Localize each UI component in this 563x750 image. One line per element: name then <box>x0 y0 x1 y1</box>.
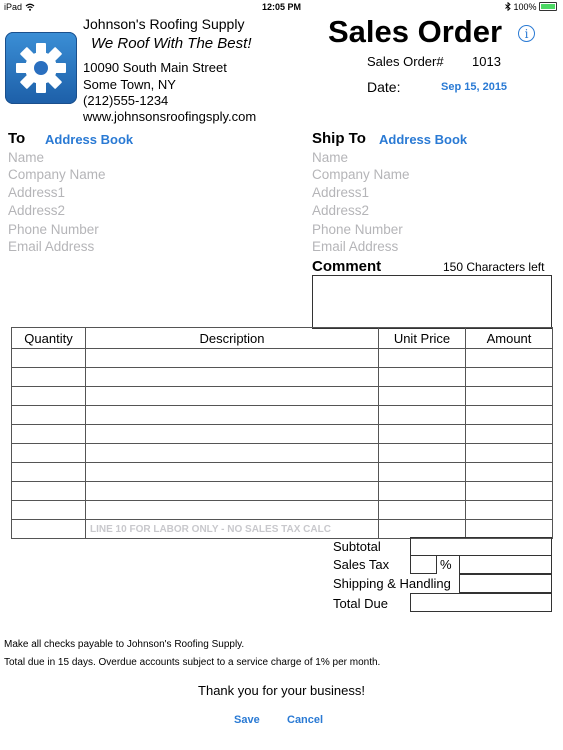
to-address-book-button[interactable]: Address Book <box>45 132 134 147</box>
comment-textarea[interactable] <box>312 275 552 329</box>
shipping-label: Shipping & Handling <box>333 576 451 591</box>
ship-to-phone-field[interactable]: Phone Number <box>312 222 403 237</box>
to-name-field[interactable]: Name <box>8 150 45 165</box>
company-city: Some Town, NY <box>83 77 176 92</box>
company-tagline: We Roof With The Best! <box>91 35 252 52</box>
unit-price-cell[interactable] <box>379 368 466 387</box>
unit-price-header: Unit Price <box>379 328 466 349</box>
table-row <box>12 368 553 387</box>
status-time: 12:05 PM <box>261 2 302 12</box>
sales-tax-label: Sales Tax <box>333 557 390 572</box>
company-phone: (212)555-1234 <box>83 93 169 108</box>
amount-header: Amount <box>466 328 553 349</box>
battery-percent: 100% <box>513 2 537 12</box>
ship-to-address-book-button[interactable]: Address Book <box>379 132 468 147</box>
table-row <box>12 501 553 520</box>
cancel-button[interactable]: Cancel <box>287 714 324 726</box>
ship-to-address2-field[interactable]: Address2 <box>312 203 370 218</box>
unit-price-cell[interactable] <box>379 349 466 368</box>
total-due-label: Total Due <box>333 596 388 611</box>
table-row <box>12 463 553 482</box>
description-cell[interactable] <box>86 444 379 463</box>
description-cell[interactable] <box>86 406 379 425</box>
quantity-cell[interactable] <box>12 520 86 539</box>
description-cell[interactable] <box>86 387 379 406</box>
quantity-cell[interactable] <box>12 444 86 463</box>
quantity-header: Quantity <box>12 328 86 349</box>
ship-to-label: Ship To <box>312 130 366 147</box>
line-items-table <box>11 327 553 539</box>
amount-cell <box>466 501 553 520</box>
company-website: www.johnsonsroofingsply.com <box>83 109 257 124</box>
save-button[interactable]: Save <box>234 714 260 726</box>
quantity-cell[interactable] <box>12 406 86 425</box>
date-picker[interactable]: Sep 15, 2015 <box>441 81 508 93</box>
date-label: Date: <box>367 79 401 95</box>
gear-icon <box>5 32 77 104</box>
ship-to-company-field[interactable]: Company Name <box>312 167 410 182</box>
percent-sign: % <box>440 557 452 572</box>
unit-price-cell[interactable] <box>379 425 466 444</box>
page-title: Sales Order <box>328 14 503 49</box>
ship-to-email-field[interactable]: Email Address <box>312 239 399 254</box>
characters-left-count: 150 <box>443 260 464 274</box>
table-row <box>12 425 553 444</box>
description-cell[interactable] <box>86 368 379 387</box>
amount-cell <box>466 368 553 387</box>
company-name: Johnson's Roofing Supply <box>83 16 245 32</box>
unit-price-cell[interactable] <box>379 444 466 463</box>
table-row <box>12 387 553 406</box>
unit-price-cell[interactable] <box>379 482 466 501</box>
unit-price-cell[interactable] <box>379 520 466 539</box>
to-label: To <box>8 130 26 147</box>
characters-left-label: Characters left <box>466 260 545 274</box>
unit-price-cell[interactable] <box>379 406 466 425</box>
description-header: Description <box>86 328 379 349</box>
quantity-cell[interactable] <box>12 425 86 444</box>
sales-tax-amount-field <box>459 555 552 574</box>
description-cell[interactable] <box>86 501 379 520</box>
amount-cell <box>466 349 553 368</box>
to-company-field[interactable]: Company Name <box>8 167 106 182</box>
payment-note: Make all checks payable to Johnson's Roofing Supply. <box>4 639 245 650</box>
ship-to-address1-field[interactable]: Address1 <box>312 185 370 200</box>
description-cell[interactable] <box>86 482 379 501</box>
sales-order-number[interactable]: 1013 <box>472 54 501 69</box>
device-label: iPad <box>4 2 23 12</box>
quantity-cell[interactable] <box>12 482 86 501</box>
thank-you-note: Thank you for your business! <box>198 683 365 698</box>
table-row <box>12 349 553 368</box>
unit-price-cell[interactable] <box>379 463 466 482</box>
to-phone-field[interactable]: Phone Number <box>8 222 99 237</box>
to-email-field[interactable]: Email Address <box>8 239 95 254</box>
labor-note[interactable]: LINE 10 FOR LABOR ONLY - NO SALES TAX CALC <box>86 520 379 539</box>
quantity-cell[interactable] <box>12 368 86 387</box>
table-header-row <box>12 328 553 349</box>
quantity-cell[interactable] <box>12 501 86 520</box>
amount-cell <box>466 387 553 406</box>
bluetooth-icon <box>505 2 511 11</box>
amount-cell <box>466 463 553 482</box>
unit-price-cell[interactable] <box>379 387 466 406</box>
amount-cell <box>466 425 553 444</box>
sales-order-label: Sales Order# <box>367 54 444 69</box>
description-cell[interactable] <box>86 425 379 444</box>
sales-tax-rate-field[interactable] <box>410 555 437 574</box>
shipping-field[interactable] <box>459 574 552 593</box>
company-street: 10090 South Main Street <box>83 60 227 75</box>
unit-price-cell[interactable] <box>379 501 466 520</box>
amount-cell <box>466 520 553 539</box>
comment-label: Comment <box>312 258 382 275</box>
description-cell[interactable] <box>86 463 379 482</box>
description-cell[interactable] <box>86 349 379 368</box>
quantity-cell[interactable] <box>12 387 86 406</box>
amount-cell <box>466 406 553 425</box>
table-row-labor <box>12 520 553 539</box>
ship-to-name-field[interactable]: Name <box>312 150 349 165</box>
terms-note: Total due in 15 days. Overdue accounts subject to a service charge of 1% per month. <box>4 657 381 668</box>
status-bar <box>0 0 563 14</box>
quantity-cell[interactable] <box>12 463 86 482</box>
amount-cell <box>466 482 553 501</box>
table-row <box>12 406 553 425</box>
to-address1-field[interactable]: Address1 <box>8 185 66 200</box>
to-address2-field[interactable]: Address2 <box>8 203 66 218</box>
table-row <box>12 482 553 501</box>
info-icon[interactable]: i <box>518 25 535 42</box>
characters-left <box>443 260 544 274</box>
table-row <box>12 444 553 463</box>
quantity-cell[interactable] <box>12 349 86 368</box>
subtotal-field <box>410 537 552 556</box>
amount-cell <box>466 444 553 463</box>
total-due-field <box>410 593 552 612</box>
battery-icon <box>539 2 557 11</box>
company-logo <box>5 32 77 104</box>
subtotal-label: Subtotal <box>333 539 381 554</box>
